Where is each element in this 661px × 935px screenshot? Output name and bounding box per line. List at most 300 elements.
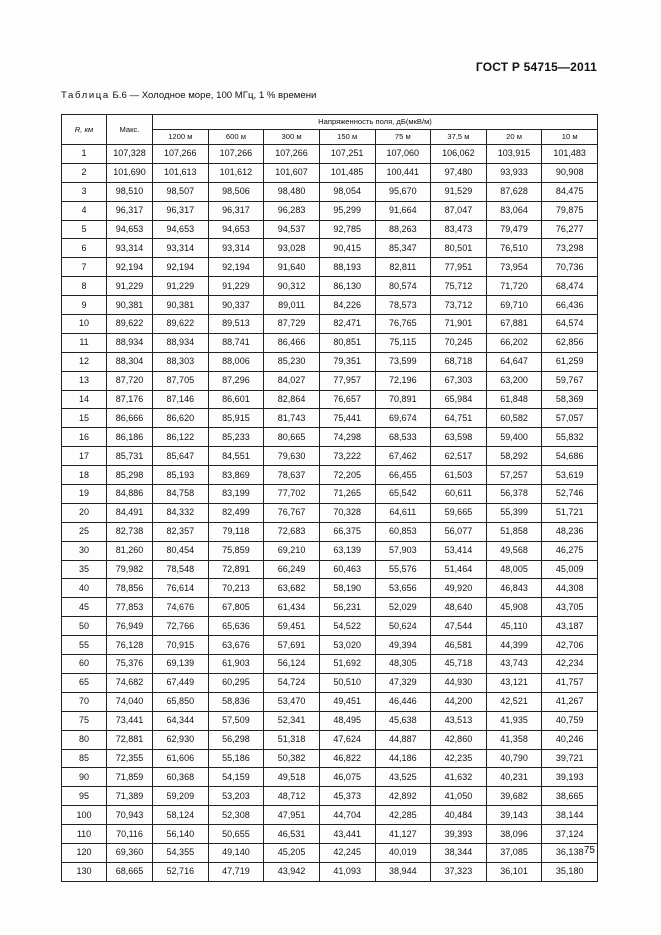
max-value-cell: 84,886 [107, 485, 153, 504]
value-cell: 41,127 [375, 825, 431, 844]
value-cell: 46,581 [431, 636, 487, 655]
value-cell: 101,483 [542, 145, 598, 164]
value-cell: 86,601 [208, 390, 264, 409]
value-cell: 84,758 [153, 485, 209, 504]
value-cell: 107,060 [375, 145, 431, 164]
value-cell: 58,292 [486, 447, 542, 466]
value-cell: 65,542 [375, 485, 431, 504]
value-cell: 88,303 [153, 352, 209, 371]
distance-cell: 85 [62, 749, 107, 768]
value-cell: 79,351 [319, 352, 375, 371]
value-cell: 50,510 [319, 673, 375, 692]
value-cell: 87,047 [431, 201, 487, 220]
table-row [62, 692, 598, 711]
caption-text: Б.6 — Холодное море, 100 МГц, 1 % времени [112, 90, 317, 101]
value-cell: 49,394 [375, 636, 431, 655]
value-cell: 88,006 [208, 352, 264, 371]
value-cell: 43,441 [319, 825, 375, 844]
max-value-cell: 70,116 [107, 825, 153, 844]
value-cell: 46,275 [542, 541, 598, 560]
value-cell: 37,323 [431, 862, 487, 881]
value-cell: 82,357 [153, 522, 209, 541]
value-cell: 93,314 [208, 239, 264, 258]
value-cell: 91,229 [208, 277, 264, 296]
value-cell: 101,613 [153, 163, 209, 182]
value-cell: 86,620 [153, 409, 209, 428]
value-cell: 35,180 [542, 862, 598, 881]
col-header-height: 1200 м [153, 130, 209, 145]
value-cell: 42,706 [542, 636, 598, 655]
value-cell: 45,205 [264, 843, 320, 862]
value-cell: 49,518 [264, 768, 320, 787]
value-cell: 67,462 [375, 447, 431, 466]
value-cell: 38,665 [542, 787, 598, 806]
value-cell: 103,915 [486, 145, 542, 164]
max-value-cell: 94,653 [107, 220, 153, 239]
page-number: 75 [583, 845, 595, 856]
value-cell: 37,085 [486, 843, 542, 862]
value-cell: 94,653 [208, 220, 264, 239]
distance-cell: 11 [62, 333, 107, 352]
value-cell: 52,341 [264, 711, 320, 730]
col-header-height: 300 м [264, 130, 320, 145]
value-cell: 43,942 [264, 862, 320, 881]
value-cell: 41,267 [542, 692, 598, 711]
col-group-header: Напряженность поля, дБ(мкВ/м) [153, 115, 598, 130]
value-cell: 80,574 [375, 277, 431, 296]
value-cell: 86,466 [264, 333, 320, 352]
table-row [62, 730, 598, 749]
col-header-height: 600 м [208, 130, 264, 145]
distance-cell: 12 [62, 352, 107, 371]
value-cell: 55,399 [486, 503, 542, 522]
max-value-cell: 72,355 [107, 749, 153, 768]
value-cell: 48,305 [375, 655, 431, 674]
col-header-height: 150 м [319, 130, 375, 145]
value-cell: 63,598 [431, 428, 487, 447]
value-cell: 58,190 [319, 579, 375, 598]
value-cell: 98,507 [153, 182, 209, 201]
distance-cell: 75 [62, 711, 107, 730]
value-cell: 44,200 [431, 692, 487, 711]
value-cell: 62,517 [431, 447, 487, 466]
value-cell: 88,263 [375, 220, 431, 239]
value-cell: 60,582 [486, 409, 542, 428]
value-cell: 65,984 [431, 390, 487, 409]
col-header-height: 20 м [486, 130, 542, 145]
value-cell: 73,712 [431, 296, 487, 315]
value-cell: 61,503 [431, 466, 487, 485]
value-cell: 49,140 [208, 843, 264, 862]
value-cell: 96,317 [153, 201, 209, 220]
value-cell: 61,434 [264, 598, 320, 617]
value-cell: 82,471 [319, 315, 375, 334]
value-cell: 69,710 [486, 296, 542, 315]
value-cell: 80,851 [319, 333, 375, 352]
distance-cell: 100 [62, 806, 107, 825]
value-cell: 60,611 [431, 485, 487, 504]
value-cell: 88,193 [319, 258, 375, 277]
value-cell: 44,704 [319, 806, 375, 825]
max-value-cell: 71,389 [107, 787, 153, 806]
value-cell: 48,712 [264, 787, 320, 806]
value-cell: 90,415 [319, 239, 375, 258]
value-cell: 43,743 [486, 655, 542, 674]
table-row [62, 862, 598, 881]
value-cell: 59,767 [542, 371, 598, 390]
value-cell: 66,202 [486, 333, 542, 352]
value-cell: 51,858 [486, 522, 542, 541]
max-value-cell: 88,934 [107, 333, 153, 352]
distance-cell: 2 [62, 163, 107, 182]
value-cell: 79,875 [542, 201, 598, 220]
value-cell: 53,414 [431, 541, 487, 560]
value-cell: 58,124 [153, 806, 209, 825]
value-cell: 56,298 [208, 730, 264, 749]
value-cell: 83,199 [208, 485, 264, 504]
value-cell: 54,522 [319, 617, 375, 636]
distance-cell: 80 [62, 730, 107, 749]
max-value-cell: 86,666 [107, 409, 153, 428]
value-cell: 42,234 [542, 655, 598, 674]
value-cell: 54,686 [542, 447, 598, 466]
value-cell: 64,751 [431, 409, 487, 428]
max-value-cell: 76,949 [107, 617, 153, 636]
value-cell: 56,124 [264, 655, 320, 674]
value-cell: 94,653 [153, 220, 209, 239]
value-cell: 54,159 [208, 768, 264, 787]
value-cell: 92,194 [208, 258, 264, 277]
value-cell: 87,705 [153, 371, 209, 390]
max-value-cell: 107,328 [107, 145, 153, 164]
value-cell: 62,930 [153, 730, 209, 749]
table-row [62, 617, 598, 636]
max-value-cell: 74,682 [107, 673, 153, 692]
value-cell: 86,122 [153, 428, 209, 447]
max-value-cell: 75,376 [107, 655, 153, 674]
value-cell: 70,915 [153, 636, 209, 655]
value-cell: 42,285 [375, 806, 431, 825]
value-cell: 76,510 [486, 239, 542, 258]
value-cell: 61,848 [486, 390, 542, 409]
value-cell: 42,235 [431, 749, 487, 768]
value-cell: 51,721 [542, 503, 598, 522]
max-value-cell: 72,881 [107, 730, 153, 749]
value-cell: 97,480 [431, 163, 487, 182]
value-cell: 56,378 [486, 485, 542, 504]
table-row [62, 239, 598, 258]
distance-cell: 25 [62, 522, 107, 541]
value-cell: 42,860 [431, 730, 487, 749]
distance-cell: 130 [62, 862, 107, 881]
table-row [62, 522, 598, 541]
table-row [62, 145, 598, 164]
table-row [62, 390, 598, 409]
max-value-cell: 79,982 [107, 560, 153, 579]
table-row [62, 787, 598, 806]
table-row [62, 560, 598, 579]
table-row [62, 182, 598, 201]
value-cell: 61,903 [208, 655, 264, 674]
value-cell: 67,805 [208, 598, 264, 617]
value-cell: 51,692 [319, 655, 375, 674]
max-value-cell: 90,381 [107, 296, 153, 315]
value-cell: 61,259 [542, 352, 598, 371]
value-cell: 72,683 [264, 522, 320, 541]
distance-cell: 4 [62, 201, 107, 220]
value-cell: 44,399 [486, 636, 542, 655]
value-cell: 39,721 [542, 749, 598, 768]
value-cell: 44,930 [431, 673, 487, 692]
distance-cell: 7 [62, 258, 107, 277]
value-cell: 50,655 [208, 825, 264, 844]
value-cell: 46,843 [486, 579, 542, 598]
value-cell: 100,441 [375, 163, 431, 182]
value-cell: 47,624 [319, 730, 375, 749]
table-row [62, 296, 598, 315]
max-value-cell: 76,128 [107, 636, 153, 655]
value-cell: 59,451 [264, 617, 320, 636]
standard-number: ГОСТ Р 54715—2011 [475, 60, 597, 74]
max-value-cell: 69,360 [107, 843, 153, 862]
value-cell: 44,887 [375, 730, 431, 749]
value-cell: 59,665 [431, 503, 487, 522]
table-row [62, 220, 598, 239]
value-cell: 38,344 [431, 843, 487, 862]
value-cell: 55,832 [542, 428, 598, 447]
max-value-cell: 93,314 [107, 239, 153, 258]
value-cell: 90,312 [264, 277, 320, 296]
value-cell: 42,521 [486, 692, 542, 711]
value-cell: 52,746 [542, 485, 598, 504]
value-cell: 73,298 [542, 239, 598, 258]
col-header-height: 37,5 м [431, 130, 487, 145]
value-cell: 48,640 [431, 598, 487, 617]
col-header-distance: R, км [62, 115, 107, 145]
table-row [62, 768, 598, 787]
value-cell: 39,682 [486, 787, 542, 806]
value-cell: 70,328 [319, 503, 375, 522]
value-cell: 87,146 [153, 390, 209, 409]
value-cell: 91,640 [264, 258, 320, 277]
value-cell: 83,473 [431, 220, 487, 239]
value-cell: 85,915 [208, 409, 264, 428]
value-cell: 98,054 [319, 182, 375, 201]
distance-cell: 13 [62, 371, 107, 390]
value-cell: 38,096 [486, 825, 542, 844]
value-cell: 85,230 [264, 352, 320, 371]
value-cell: 91,664 [375, 201, 431, 220]
distance-cell: 14 [62, 390, 107, 409]
table-row [62, 806, 598, 825]
table-row [62, 825, 598, 844]
value-cell: 50,624 [375, 617, 431, 636]
value-cell: 96,317 [208, 201, 264, 220]
distance-cell: 19 [62, 485, 107, 504]
distance-cell: 90 [62, 768, 107, 787]
value-cell: 64,611 [375, 503, 431, 522]
col-header-height: 75 м [375, 130, 431, 145]
table-row [62, 711, 598, 730]
value-cell: 66,249 [264, 560, 320, 579]
value-cell: 57,057 [542, 409, 598, 428]
value-cell: 77,702 [264, 485, 320, 504]
value-cell: 76,657 [319, 390, 375, 409]
value-cell: 79,630 [264, 447, 320, 466]
value-cell: 75,712 [431, 277, 487, 296]
value-cell: 40,246 [542, 730, 598, 749]
value-cell: 49,451 [319, 692, 375, 711]
value-cell: 57,903 [375, 541, 431, 560]
value-cell: 57,691 [264, 636, 320, 655]
value-cell: 46,075 [319, 768, 375, 787]
value-cell: 72,891 [208, 560, 264, 579]
value-cell: 68,718 [431, 352, 487, 371]
value-cell: 75,441 [319, 409, 375, 428]
value-cell: 107,266 [208, 145, 264, 164]
value-cell: 93,933 [486, 163, 542, 182]
value-cell: 47,544 [431, 617, 487, 636]
value-cell: 72,196 [375, 371, 431, 390]
max-value-cell: 85,731 [107, 447, 153, 466]
max-value-cell: 89,622 [107, 315, 153, 334]
value-cell: 70,736 [542, 258, 598, 277]
value-cell: 67,449 [153, 673, 209, 692]
value-cell: 41,757 [542, 673, 598, 692]
value-cell: 41,093 [319, 862, 375, 881]
value-cell: 47,719 [208, 862, 264, 881]
field-strength-table [61, 114, 598, 882]
value-cell: 92,785 [319, 220, 375, 239]
distance-cell: 9 [62, 296, 107, 315]
value-cell: 52,716 [153, 862, 209, 881]
table-caption [61, 90, 316, 101]
value-cell: 67,303 [431, 371, 487, 390]
value-cell: 83,064 [486, 201, 542, 220]
value-cell: 57,257 [486, 466, 542, 485]
value-cell: 52,308 [208, 806, 264, 825]
value-cell: 63,200 [486, 371, 542, 390]
distance-cell: 40 [62, 579, 107, 598]
table-row [62, 447, 598, 466]
value-cell: 90,908 [542, 163, 598, 182]
value-cell: 75,115 [375, 333, 431, 352]
value-cell: 107,266 [264, 145, 320, 164]
table-row [62, 843, 598, 862]
value-cell: 91,529 [431, 182, 487, 201]
value-cell: 69,674 [375, 409, 431, 428]
value-cell: 80,501 [431, 239, 487, 258]
value-cell: 92,194 [153, 258, 209, 277]
value-cell: 79,118 [208, 522, 264, 541]
value-cell: 72,205 [319, 466, 375, 485]
value-cell: 78,548 [153, 560, 209, 579]
value-cell: 64,647 [486, 352, 542, 371]
value-cell: 45,638 [375, 711, 431, 730]
value-cell: 106,062 [431, 145, 487, 164]
value-cell: 53,619 [542, 466, 598, 485]
value-cell: 85,193 [153, 466, 209, 485]
value-cell: 38,944 [375, 862, 431, 881]
value-cell: 51,464 [431, 560, 487, 579]
max-value-cell: 92,194 [107, 258, 153, 277]
value-cell: 67,881 [486, 315, 542, 334]
value-cell: 74,676 [153, 598, 209, 617]
value-cell: 41,358 [486, 730, 542, 749]
value-cell: 61,606 [153, 749, 209, 768]
max-value-cell: 68,665 [107, 862, 153, 881]
value-cell: 45,110 [486, 617, 542, 636]
value-cell: 47,951 [264, 806, 320, 825]
value-cell: 73,599 [375, 352, 431, 371]
value-cell: 39,393 [431, 825, 487, 844]
value-cell: 43,513 [431, 711, 487, 730]
table-row [62, 655, 598, 674]
value-cell: 89,011 [264, 296, 320, 315]
value-cell: 58,369 [542, 390, 598, 409]
value-cell: 94,537 [264, 220, 320, 239]
value-cell: 36,101 [486, 862, 542, 881]
value-cell: 85,347 [375, 239, 431, 258]
max-value-cell: 74,040 [107, 692, 153, 711]
value-cell: 69,210 [264, 541, 320, 560]
value-cell: 47,329 [375, 673, 431, 692]
value-cell: 48,236 [542, 522, 598, 541]
value-cell: 54,724 [264, 673, 320, 692]
value-cell: 53,203 [208, 787, 264, 806]
value-cell: 89,622 [153, 315, 209, 334]
distance-cell: 5 [62, 220, 107, 239]
distance-cell: 1 [62, 145, 107, 164]
distance-cell: 17 [62, 447, 107, 466]
distance-cell: 55 [62, 636, 107, 655]
table-row [62, 258, 598, 277]
value-cell: 73,222 [319, 447, 375, 466]
max-value-cell: 88,304 [107, 352, 153, 371]
value-cell: 60,295 [208, 673, 264, 692]
value-cell: 40,019 [375, 843, 431, 862]
value-cell: 90,337 [208, 296, 264, 315]
table-row [62, 503, 598, 522]
distance-cell: 16 [62, 428, 107, 447]
value-cell: 82,864 [264, 390, 320, 409]
value-cell: 53,020 [319, 636, 375, 655]
value-cell: 65,850 [153, 692, 209, 711]
value-cell: 41,935 [486, 711, 542, 730]
value-cell: 49,920 [431, 579, 487, 598]
value-cell: 76,614 [153, 579, 209, 598]
max-value-cell: 85,298 [107, 466, 153, 485]
value-cell: 68,533 [375, 428, 431, 447]
value-cell: 45,373 [319, 787, 375, 806]
distance-cell: 45 [62, 598, 107, 617]
distance-cell: 60 [62, 655, 107, 674]
value-cell: 85,647 [153, 447, 209, 466]
value-cell: 84,226 [319, 296, 375, 315]
value-cell: 46,822 [319, 749, 375, 768]
max-value-cell: 87,720 [107, 371, 153, 390]
value-cell: 79,479 [486, 220, 542, 239]
value-cell: 65,636 [208, 617, 264, 636]
value-cell: 63,682 [264, 579, 320, 598]
value-cell: 54,355 [153, 843, 209, 862]
value-cell: 62,856 [542, 333, 598, 352]
value-cell: 46,446 [375, 692, 431, 711]
max-value-cell: 91,229 [107, 277, 153, 296]
value-cell: 39,193 [542, 768, 598, 787]
distance-cell: 3 [62, 182, 107, 201]
max-value-cell: 96,317 [107, 201, 153, 220]
